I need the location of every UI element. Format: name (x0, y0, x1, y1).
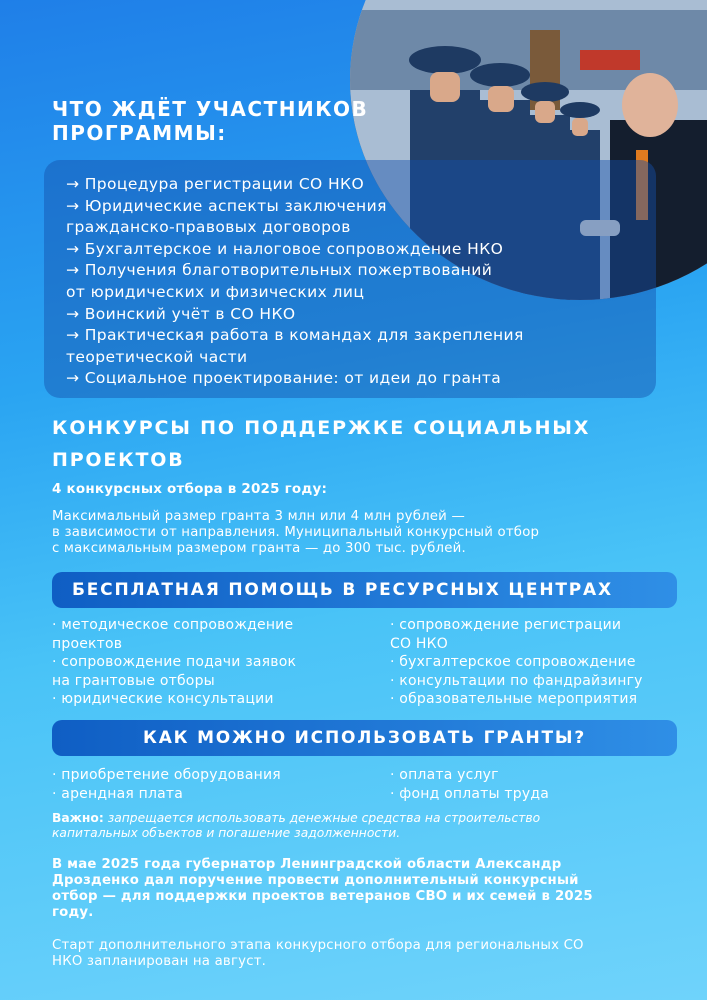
start-date-paragraph (52, 938, 672, 970)
grant-usage-banner: КАК МОЖНО ИСПОЛЬЗОВАТЬ ГРАНТЫ? (52, 720, 677, 756)
list-item: СО НКО (390, 635, 448, 652)
list-item: → Юридические аспекты заключения (66, 196, 387, 215)
note-text-2: капитальных объектов и погашение задолженности. (52, 825, 401, 840)
resource-list-right (390, 616, 690, 709)
participants-heading-line1: ЧТО ЖДЁТ УЧАСТНИКОВ (52, 97, 369, 121)
list-item: → Практическая работа в командах для закрепления (66, 326, 524, 345)
participants-heading-line2: ПРОГРАММЫ: (52, 121, 227, 145)
list-item: от юридических и физических лиц (66, 282, 365, 301)
list-item: → Процедура регистрации СО НКО (66, 175, 365, 193)
resource-centers-banner: БЕСПЛАТНАЯ ПОМОЩЬ В РЕСУРСНЫХ ЦЕНТРАХ (52, 572, 677, 608)
contests-heading (52, 412, 652, 476)
important-note (52, 811, 652, 840)
list-item: → Бухгалтерское и налоговое сопровождение НКО (66, 239, 504, 258)
list-item: · сопровождение регистрации (390, 617, 622, 633)
list-item: проектов (52, 635, 123, 652)
paragraph-line: НКО запланирован на август. (52, 954, 267, 969)
paragraph-line: с максимальным размером гранта — до 300 тыс. рублей. (52, 541, 466, 556)
paragraph-line: году. (52, 905, 94, 920)
resource-list-left (52, 616, 372, 709)
grant-usage-right (390, 766, 690, 803)
contests-paragraph (52, 509, 652, 557)
list-item: · юридические консультации (52, 691, 274, 708)
list-item: на грантовые отборы (52, 672, 215, 689)
paragraph-line: Старт дополнительного этапа конкурсного отбора для региональных СО (52, 938, 584, 953)
list-item: → Социальное проектирование: от идеи до гранта (66, 369, 502, 388)
list-item: теоретической части (66, 347, 248, 366)
participants-heading (52, 97, 412, 145)
list-item: · консультации по фандрайзингу (390, 672, 643, 689)
program-list (44, 160, 656, 398)
contests-heading-line2: ПРОЕКТОВ (52, 449, 185, 471)
paragraph-line: в зависимости от направления. Муниципальный конкурсный отбор (52, 525, 540, 540)
list-item: · образовательные мероприятия (390, 691, 638, 708)
note-line2 (52, 826, 652, 841)
list-item: · фонд оплаты труда (390, 785, 550, 802)
note-label: Важно: (52, 811, 104, 825)
paragraph-line: отбор — для поддержки проектов ветеранов СВО и их семей в 2025 (52, 889, 593, 904)
list-item: → Воинский учёт в СО НКО (66, 304, 296, 323)
list-item: · приобретение оборудования (52, 767, 281, 783)
list-item: → Получения благотворительных пожертвований (66, 261, 493, 280)
contests-subtitle: 4 конкурсных отбора в 2025 году: (52, 481, 328, 497)
contests-heading-line1: КОНКУРСЫ ПО ПОДДЕРЖКЕ СОЦИАЛЬНЫХ (52, 417, 591, 439)
list-item: · оплата услуг (390, 767, 499, 783)
grant-usage-left (52, 766, 372, 803)
paragraph-line: Максимальный размер гранта 3 млн или 4 млн рублей — (52, 509, 465, 524)
paragraph-line: Дрозденко дал поручение провести дополнительный конкурсный (52, 873, 579, 888)
list-item: · арендная плата (52, 785, 184, 802)
list-item: гражданско-правовых договоров (66, 218, 351, 237)
governor-announcement (52, 857, 662, 921)
note-line1 (52, 811, 652, 826)
list-item: · сопровождение подачи заявок (52, 654, 297, 671)
note-text-1: запрещается использовать денежные средства на строительство (103, 811, 541, 825)
list-item: · методическое сопровождение (52, 617, 294, 633)
paragraph-line: В мае 2025 года губернатор Ленинградской области Александр (52, 857, 562, 872)
list-item: · бухгалтерское сопровождение (390, 654, 636, 671)
